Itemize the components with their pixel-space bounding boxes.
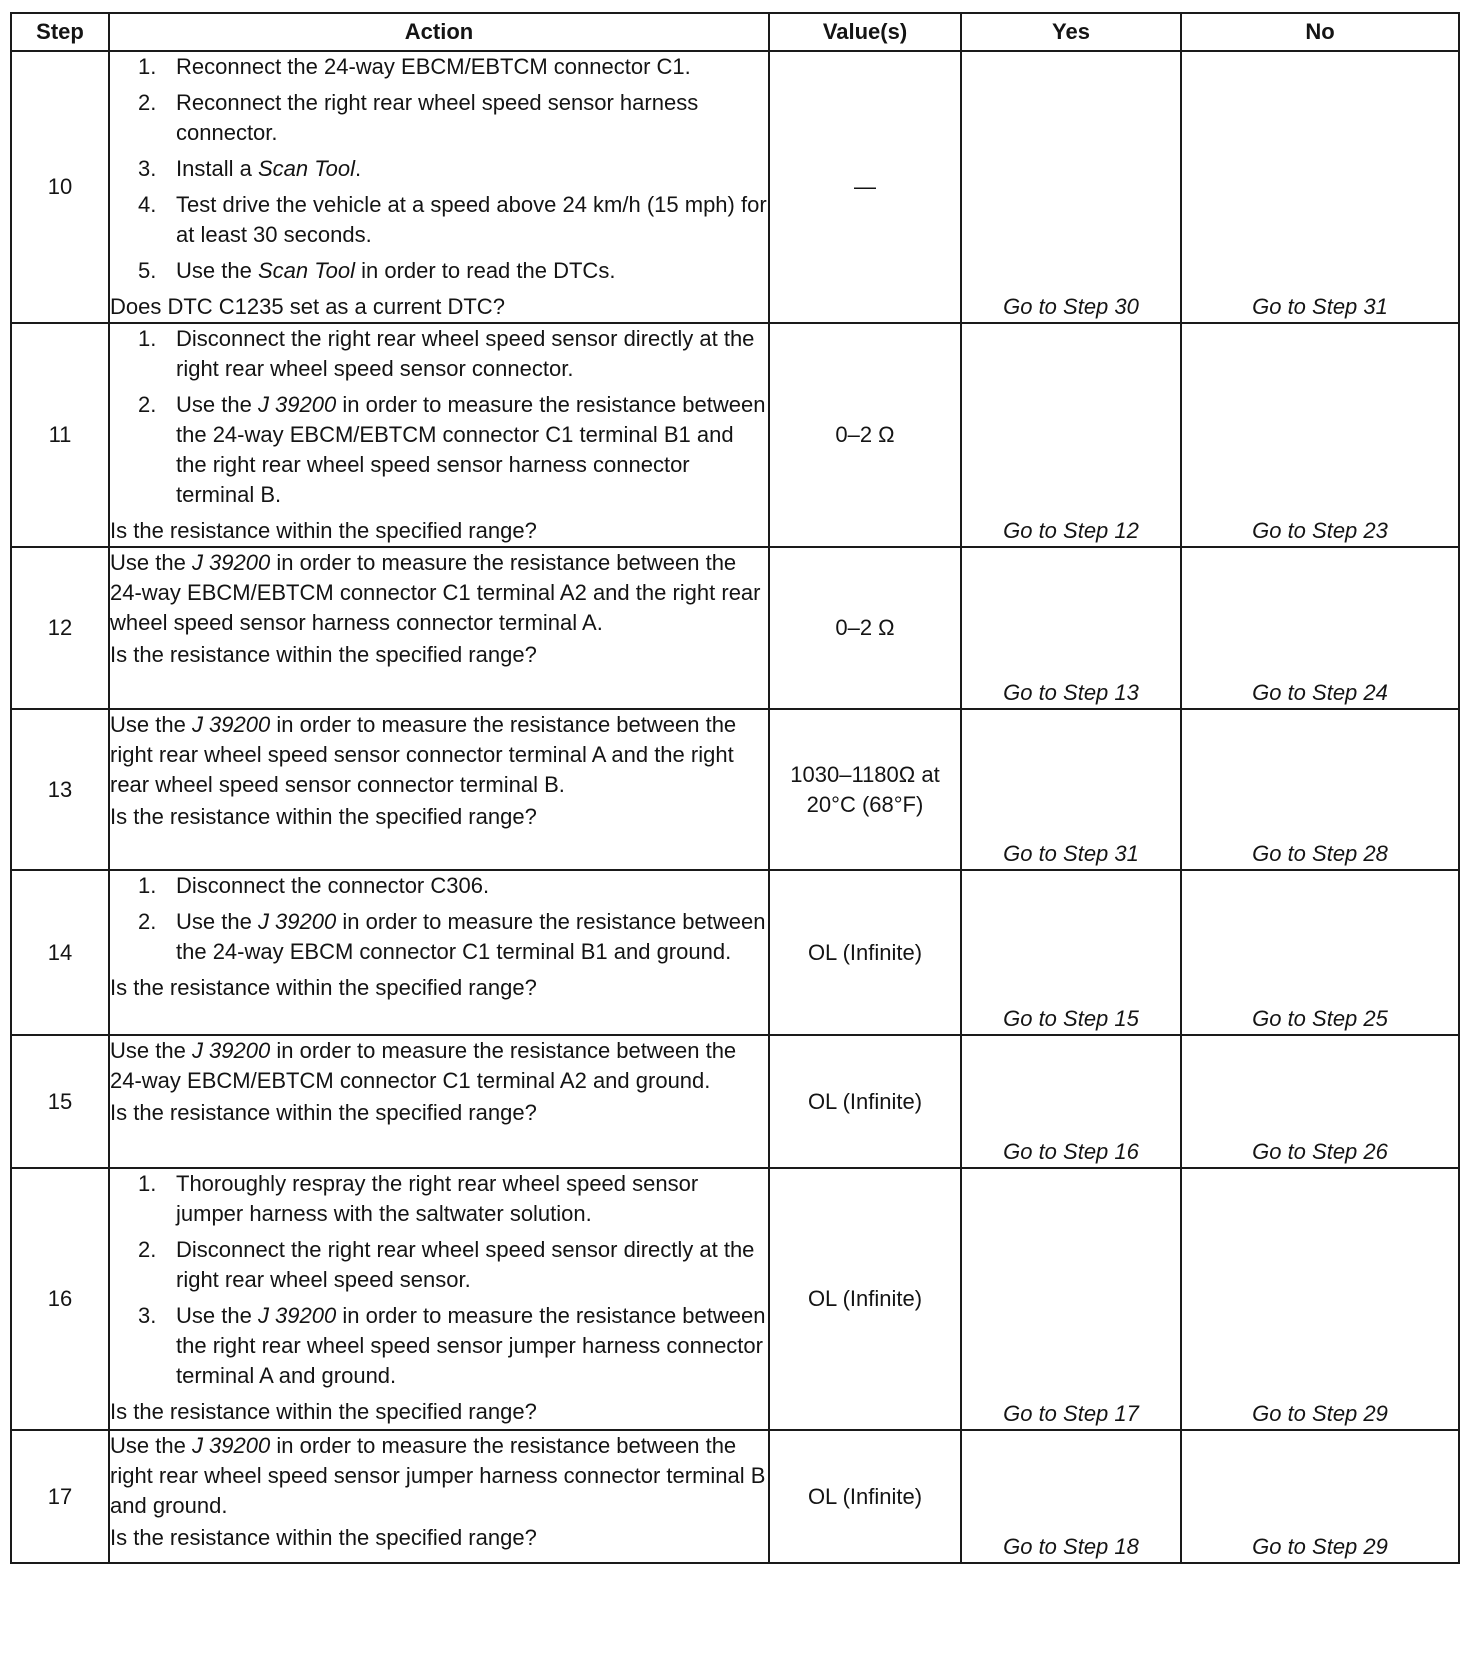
yes-result: Go to Step 17 — [961, 1168, 1181, 1430]
text-run: Reconnect the right rear wheel speed sensor harness connector. — [176, 90, 699, 145]
text-run: Install a — [176, 156, 258, 181]
step-number: 14 — [11, 870, 109, 1035]
no-result: Go to Step 29 — [1181, 1430, 1459, 1563]
action-step-number: 5. — [138, 258, 157, 283]
action-question: Is the resistance within the specified range? — [110, 642, 537, 667]
text-run: Use the — [176, 258, 258, 283]
text-run: Disconnect the right rear wheel speed sensor directly at the right rear wheel speed sensor. — [176, 1237, 755, 1292]
tool-name: J 39200 — [191, 1433, 271, 1458]
text-run: Reconnect the 24-way EBCM/EBTCM connector C1. — [176, 54, 691, 79]
no-result: Go to Step 29 — [1181, 1168, 1459, 1430]
text-run: Use the — [176, 1303, 258, 1328]
text-run: in order to measure the resistance between the 24-way EBCM/EBTCM connector C1 terminal A2 and the right rear wheel speed sensor harness connector terminal A. — [110, 550, 761, 635]
action-cell — [109, 323, 769, 547]
yes-result: Go to Step 30 — [961, 51, 1181, 323]
action-step-number: 4. — [138, 192, 157, 217]
tool-name: J 39200 — [257, 1303, 337, 1328]
action-step — [110, 324, 768, 384]
action-cell — [109, 870, 769, 1035]
action-step — [110, 1235, 768, 1295]
tool-name: J 39200 — [257, 392, 337, 417]
tool-name: J 39200 — [191, 712, 271, 737]
step-number: 16 — [11, 1168, 109, 1430]
action-step-number: 2. — [138, 392, 157, 417]
action-step — [110, 256, 768, 286]
action-step-text — [176, 192, 767, 247]
action-question: Is the resistance within the specified range? — [110, 1399, 537, 1424]
value-cell: 1030–1180Ω at 20°C (68°F) — [769, 709, 961, 870]
value-cell: OL (Infinite) — [769, 1035, 961, 1168]
yes-result: Go to Step 13 — [961, 547, 1181, 709]
action-step-text — [176, 156, 361, 181]
tool-name: Scan Tool — [257, 258, 355, 283]
no-result: Go to Step 23 — [1181, 323, 1459, 547]
no-result: Go to Step 24 — [1181, 547, 1459, 709]
action-step-text — [176, 326, 754, 381]
table-row — [11, 51, 1459, 323]
action-question: Is the resistance within the specified range? — [110, 804, 537, 829]
header-no: No — [1181, 13, 1459, 51]
action-cell — [109, 709, 769, 870]
tool-name: J 39200 — [191, 550, 271, 575]
action-step — [110, 52, 768, 82]
action-step-number: 3. — [138, 1303, 157, 1328]
table-row — [11, 1035, 1459, 1168]
text-run: . — [354, 156, 362, 181]
yes-result: Go to Step 31 — [961, 709, 1181, 870]
action-cell — [109, 547, 769, 709]
tool-name: Scan Tool — [257, 156, 355, 181]
action-step-text — [176, 909, 765, 964]
text-run: in order to measure the resistance between the 24-way EBCM connector C1 terminal B1 and ground. — [176, 909, 766, 964]
action-step-number: 2. — [138, 909, 157, 934]
header-step: Step — [11, 13, 109, 51]
action-question: Does DTC C1235 set as a current DTC? — [110, 294, 505, 319]
table-row — [11, 709, 1459, 870]
text-run: Use the — [176, 392, 258, 417]
action-step — [110, 88, 768, 148]
text-run: in order to measure the resistance between the 24-way EBCM/EBTCM connector C1 terminal B1 and the right rear wheel speed sensor harness connector terminal B. — [176, 392, 766, 507]
action-cell — [109, 1035, 769, 1168]
value-cell: OL (Infinite) — [769, 870, 961, 1035]
text-run: Disconnect the right rear wheel speed sensor directly at the right rear wheel speed sensor connector. — [176, 326, 755, 381]
header-values: Value(s) — [769, 13, 961, 51]
action-step — [110, 1169, 768, 1229]
action-step-text — [176, 90, 698, 145]
action-question: Is the resistance within the specified range? — [110, 1100, 537, 1125]
yes-result: Go to Step 15 — [961, 870, 1181, 1035]
text-run: in order to measure the resistance between the right rear wheel speed sensor connector terminal A and the right rear wheel speed sensor connector terminal B. — [110, 712, 737, 797]
action-paragraph — [110, 710, 768, 800]
step-number: 12 — [11, 547, 109, 709]
action-paragraph — [110, 548, 768, 638]
text-run: Use the — [110, 1038, 192, 1063]
no-result: Go to Step 28 — [1181, 709, 1459, 870]
table-row — [11, 1168, 1459, 1430]
table-row — [11, 323, 1459, 547]
action-step-number: 2. — [138, 90, 157, 115]
action-step-number: 1. — [138, 54, 157, 79]
action-step-text — [176, 258, 615, 283]
step-number: 13 — [11, 709, 109, 870]
action-step-text — [176, 1171, 698, 1226]
yes-result: Go to Step 12 — [961, 323, 1181, 547]
text-run: Thoroughly respray the right rear wheel speed sensor jumper harness with the saltwater solution. — [176, 1171, 699, 1226]
table-row — [11, 870, 1459, 1035]
action-steps-list — [110, 871, 768, 967]
text-run: in order to measure the resistance between the right rear wheel speed sensor jumper harness connector terminal B and ground. — [110, 1433, 766, 1518]
text-run: Use the — [110, 712, 192, 737]
header-row — [11, 13, 1459, 51]
action-step — [110, 871, 768, 901]
action-question: Is the resistance within the specified range? — [110, 518, 537, 543]
action-step — [110, 390, 768, 510]
action-step-text — [176, 392, 765, 507]
header-yes: Yes — [961, 13, 1181, 51]
action-step-text — [176, 1237, 754, 1292]
step-number: 11 — [11, 323, 109, 547]
text-run: in order to measure the resistance between the 24-way EBCM/EBTCM connector C1 terminal A2 and ground. — [110, 1038, 737, 1093]
text-run: Use the — [110, 1433, 192, 1458]
tool-name: J 39200 — [191, 1038, 271, 1063]
step-number: 10 — [11, 51, 109, 323]
text-run: Use the — [110, 550, 192, 575]
action-paragraph — [110, 1431, 768, 1521]
value-cell: — — [769, 51, 961, 323]
table-row — [11, 1430, 1459, 1563]
value-cell: OL (Infinite) — [769, 1430, 961, 1563]
action-step-text — [176, 1303, 765, 1388]
action-cell — [109, 1168, 769, 1430]
action-step-number: 2. — [138, 1237, 157, 1262]
yes-result: Go to Step 16 — [961, 1035, 1181, 1168]
action-cell — [109, 1430, 769, 1563]
action-steps-list — [110, 1169, 768, 1391]
value-cell: 0–2 Ω — [769, 323, 961, 547]
action-step-text — [176, 873, 489, 898]
action-question: Is the resistance within the specified range? — [110, 1525, 537, 1550]
diagnostic-table-wrapper — [10, 12, 1458, 1564]
header-action: Action — [109, 13, 769, 51]
tool-name: J 39200 — [257, 909, 337, 934]
text-run: Test drive the vehicle at a speed above 24 km/h (15 mph) for at least 30 seconds. — [176, 192, 767, 247]
value-cell: OL (Infinite) — [769, 1168, 961, 1430]
no-result: Go to Step 26 — [1181, 1035, 1459, 1168]
action-question: Is the resistance within the specified range? — [110, 975, 537, 1000]
action-step-number: 3. — [138, 156, 157, 181]
text-run: Disconnect the connector C306. — [176, 873, 490, 898]
action-step-number: 1. — [138, 1171, 157, 1196]
action-step — [110, 154, 768, 184]
text-run: Use the — [176, 909, 258, 934]
action-steps-list — [110, 52, 768, 286]
action-step — [110, 1301, 768, 1391]
action-step-number: 1. — [138, 326, 157, 351]
text-run: in order to measure the resistance between the right rear wheel speed sensor jumper harness connector terminal A and ground. — [176, 1303, 766, 1388]
value-cell: 0–2 Ω — [769, 547, 961, 709]
table-body — [11, 51, 1459, 1563]
no-result: Go to Step 31 — [1181, 51, 1459, 323]
text-run: in order to read the DTCs. — [354, 258, 616, 283]
action-paragraph — [110, 1036, 768, 1096]
diagnostic-table — [10, 12, 1460, 1564]
yes-result: Go to Step 18 — [961, 1430, 1181, 1563]
step-number: 15 — [11, 1035, 109, 1168]
table-row — [11, 547, 1459, 709]
action-step-number: 1. — [138, 873, 157, 898]
action-step — [110, 190, 768, 250]
action-cell — [109, 51, 769, 323]
step-number: 17 — [11, 1430, 109, 1563]
no-result: Go to Step 25 — [1181, 870, 1459, 1035]
action-step-text — [176, 54, 691, 79]
action-step — [110, 907, 768, 967]
action-steps-list — [110, 324, 768, 510]
